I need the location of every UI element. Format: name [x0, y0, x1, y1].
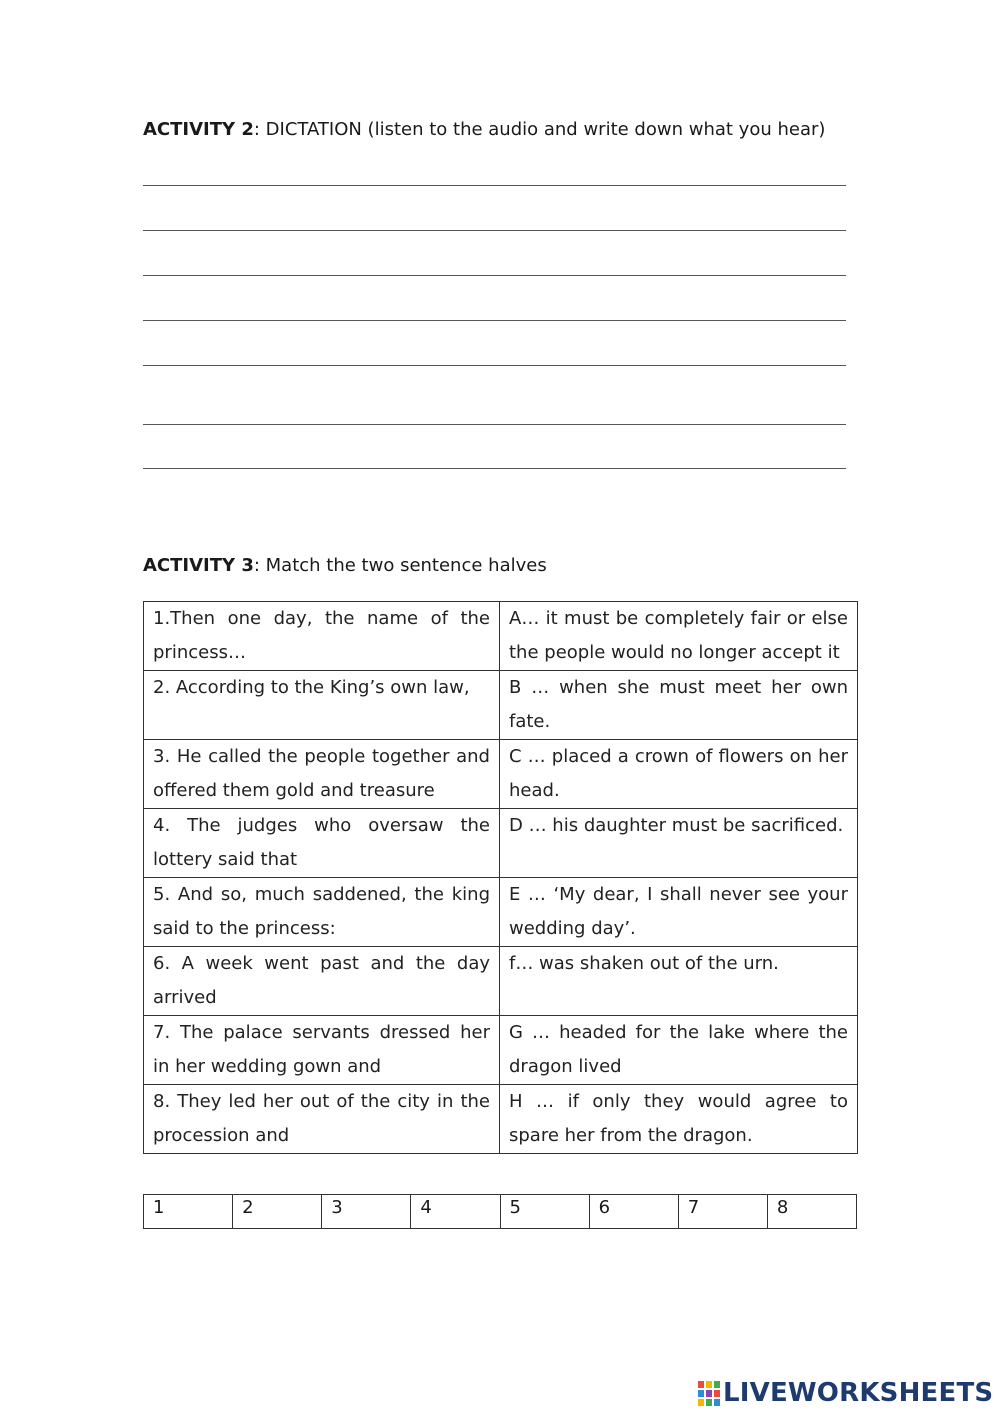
answer-row [144, 1195, 857, 1229]
sentence-end: C … placed a crown of flowers on her head. [500, 740, 858, 809]
dictation-line-5[interactable] [143, 365, 846, 366]
sentence-start: 7. The palace servants dressed her in her wedding gown and [144, 1016, 500, 1085]
answer-cell-3[interactable] [322, 1195, 411, 1229]
answer-cell-8[interactable] [767, 1195, 856, 1229]
answer-number: 8 [776, 1197, 789, 1218]
sentence-end: H … if only they would agree to spare her from the dragon. [500, 1085, 858, 1154]
table-row [144, 1016, 858, 1085]
liveworksheets-logo[interactable] [697, 1377, 993, 1409]
logo-text: LIVEWORKSHEETS [723, 1378, 994, 1408]
activity-3-label: ACTIVITY 3 [143, 555, 254, 576]
table-row [144, 947, 858, 1016]
dictation-line-7[interactable] [143, 468, 846, 469]
answer-cell-5[interactable] [500, 1195, 589, 1229]
matching-table [143, 601, 858, 1154]
answer-cell-1[interactable] [144, 1195, 233, 1229]
answer-number: 5 [509, 1197, 521, 1218]
table-row [144, 740, 858, 809]
dictation-line-6[interactable] [143, 424, 846, 425]
sentence-end: B … when she must meet her own fate. [500, 671, 858, 740]
activity-2-heading [143, 119, 825, 140]
answer-cell-6[interactable] [589, 1195, 678, 1229]
table-row [144, 809, 858, 878]
answer-number: 6 [598, 1197, 611, 1218]
sentence-start: 8. They led her out of the city in the procession and [144, 1085, 500, 1154]
sentence-start: 1.Then one day, the name of the princess… [144, 602, 500, 671]
answer-cell-4[interactable] [411, 1195, 500, 1229]
sentence-start: 3. He called the people together and offered them gold and treasure [144, 740, 500, 809]
table-row [144, 878, 858, 947]
dictation-line-2[interactable] [143, 230, 846, 231]
sentence-start: 5. And so, much saddened, the king said to the princess: [144, 878, 500, 947]
table-row [144, 602, 858, 671]
activity-3-heading [143, 555, 547, 576]
answer-table [143, 1194, 857, 1229]
answer-cell-7[interactable] [678, 1195, 767, 1229]
sentence-end: A… it must be completely fair or else the people would no longer accept it [500, 602, 858, 671]
table-row [144, 1085, 858, 1154]
sentence-start: 6. A week went past and the day arrived [144, 947, 500, 1016]
table-row [144, 671, 858, 740]
dictation-line-3[interactable] [143, 275, 846, 276]
answer-number: 4 [420, 1197, 432, 1218]
dictation-line-1[interactable] [143, 185, 846, 186]
sentence-end: f… was shaken out of the urn. [500, 947, 858, 1016]
sentence-start: 4. The judges who oversaw the lottery said that [144, 809, 500, 878]
activity-3-instruction: : Match the two sentence halves [253, 555, 547, 576]
sentence-end: E … ‘My dear, I shall never see your wedding day’. [500, 878, 858, 947]
answer-number: 2 [242, 1197, 254, 1218]
answer-number: 7 [687, 1197, 700, 1218]
activity-2-label: ACTIVITY 2 [143, 119, 254, 140]
activity-2-instruction: : DICTATION (listen to the audio and write down what you hear) [253, 119, 826, 140]
dictation-line-4[interactable] [143, 320, 846, 321]
answer-number: 3 [331, 1197, 343, 1218]
sentence-end: G … headed for the lake where the dragon lived [500, 1016, 858, 1085]
answer-number: 1 [153, 1197, 165, 1218]
answer-cell-2[interactable] [233, 1195, 322, 1229]
liveworksheets-icon [697, 1379, 721, 1407]
sentence-end: D … his daughter must be sacrificed. [500, 809, 858, 878]
sentence-start: 2. According to the King’s own law, [144, 671, 500, 740]
